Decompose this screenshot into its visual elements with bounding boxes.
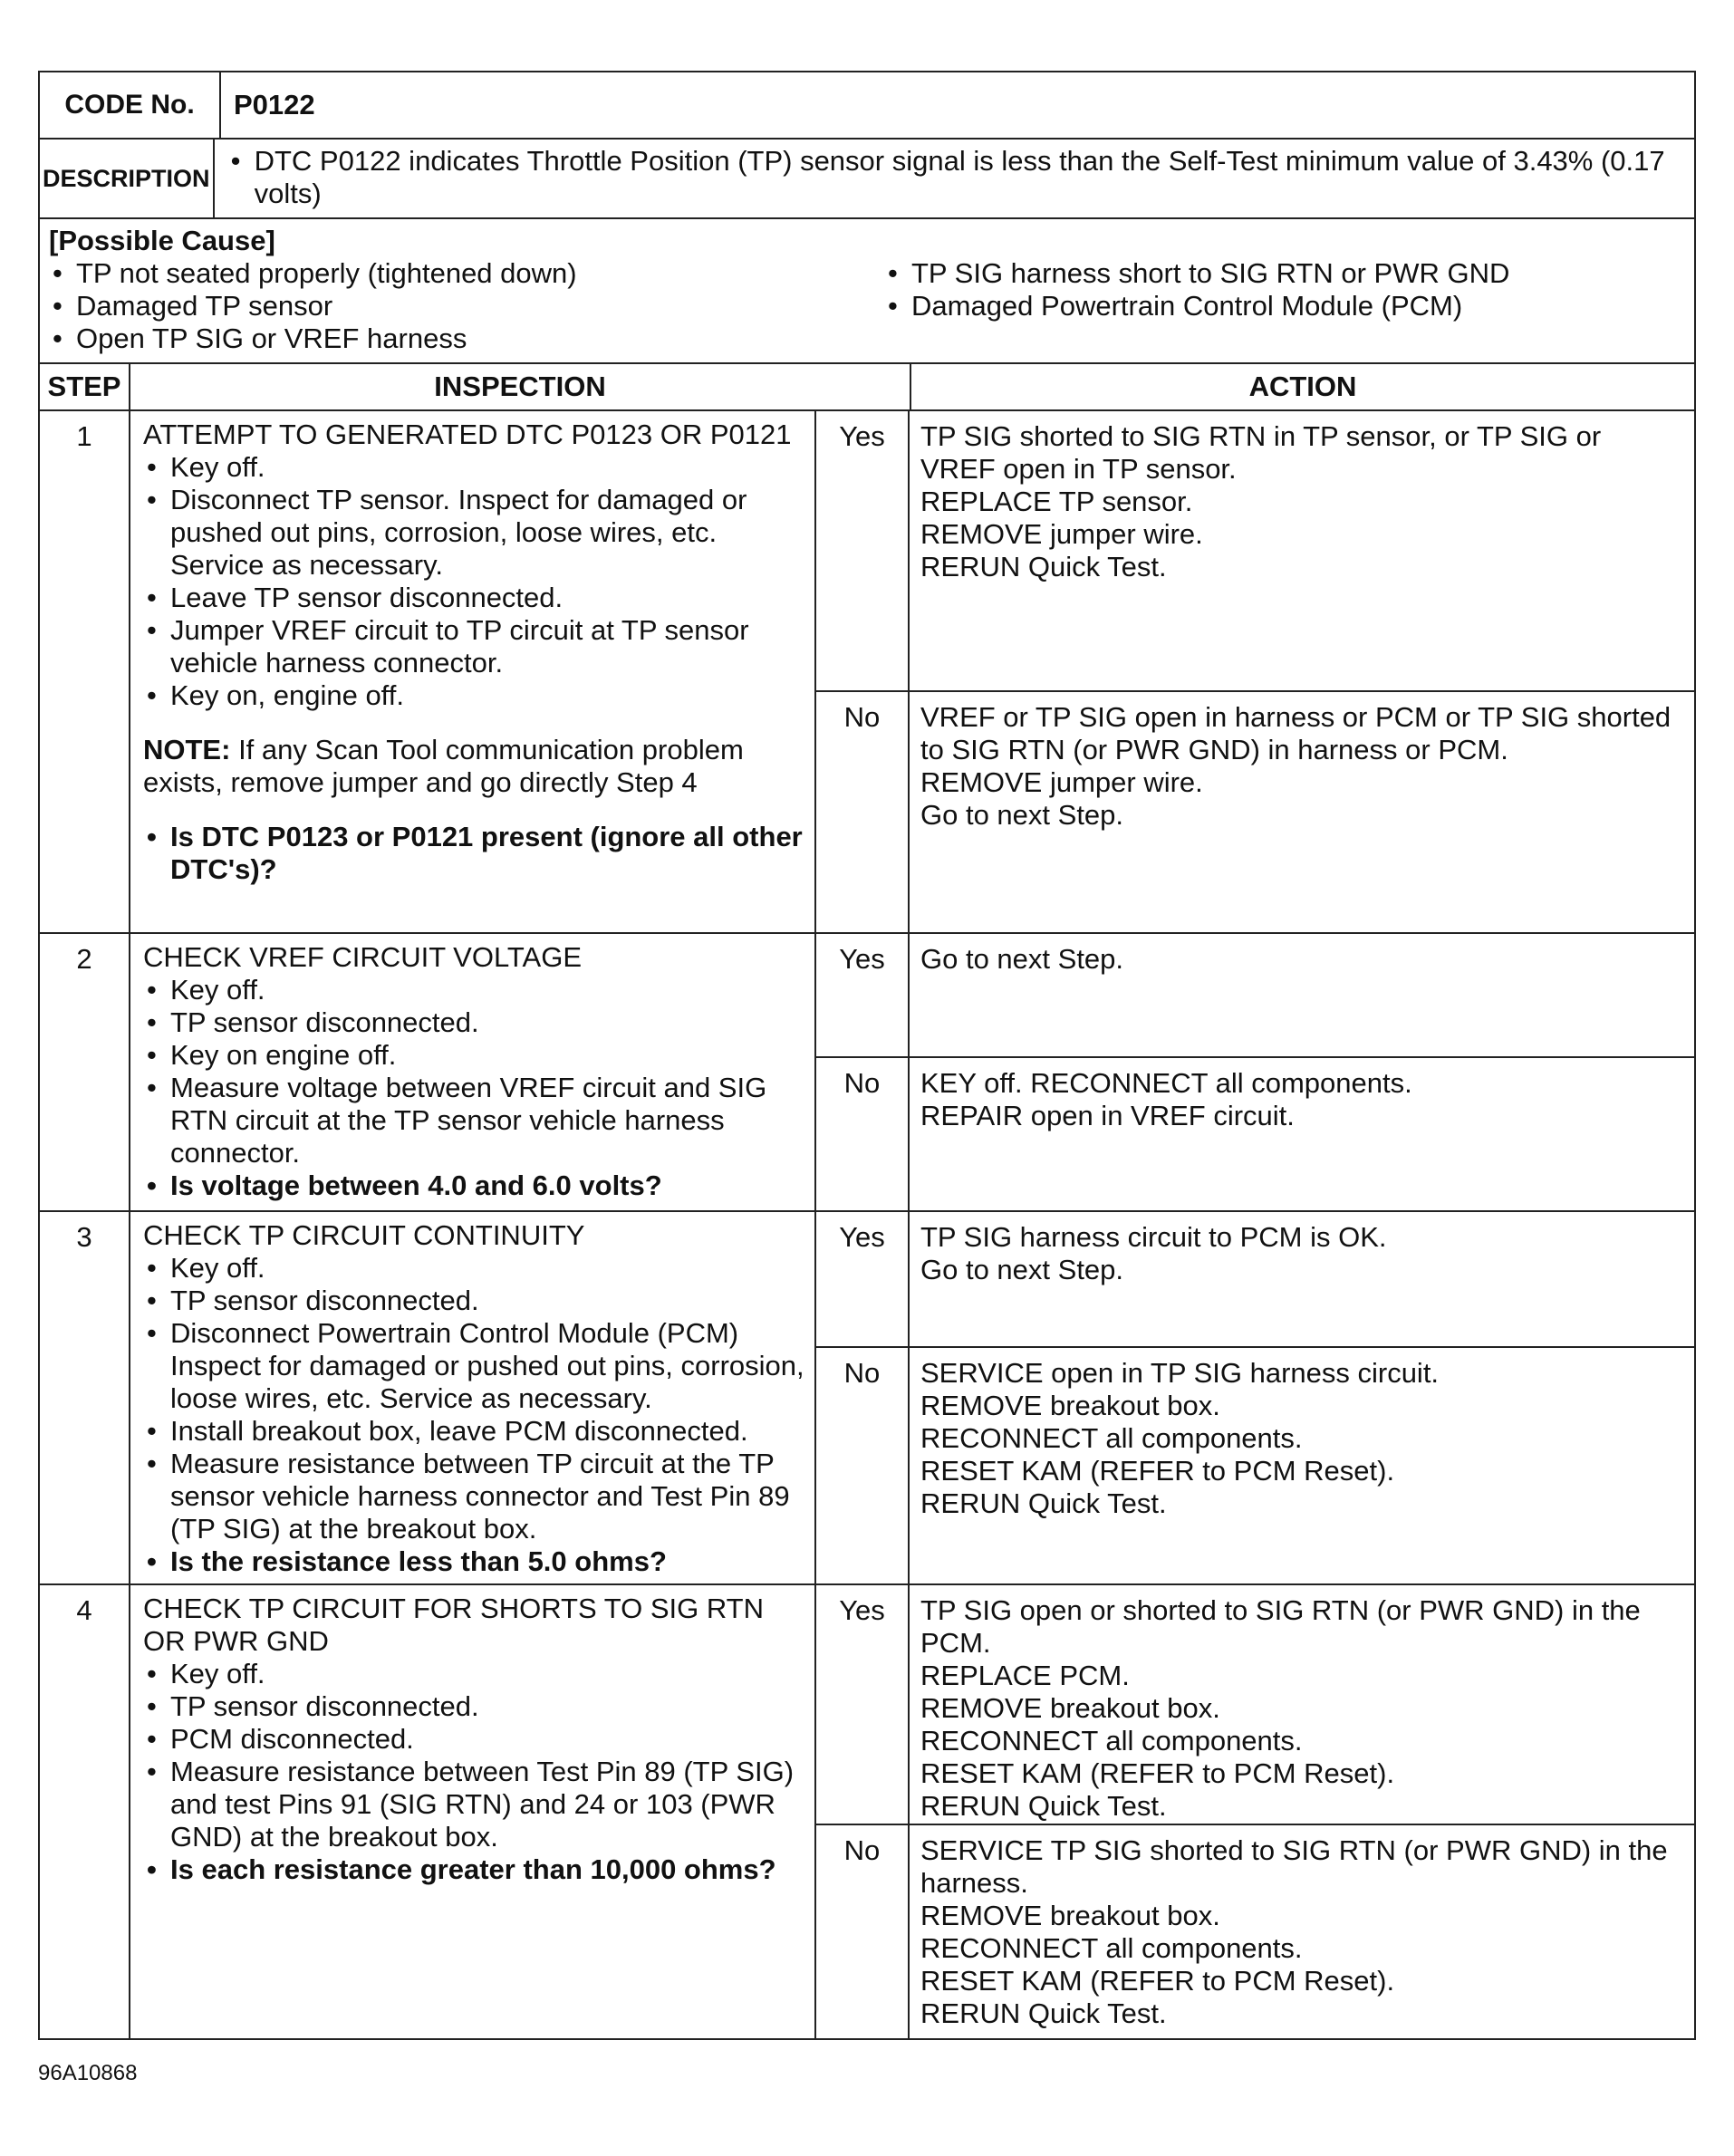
result-cells: [816, 934, 1694, 1210]
yes-label: Yes: [816, 411, 910, 690]
yes-action: [910, 411, 1694, 690]
inspection-item: • Measure resistance between Test Pin 89 (TP SIG) and test Pins 91 (SIG RTN) and 24 or 103 (PWR GND) at the breakout box.: [143, 1756, 805, 1853]
inspection-item: • Key off.: [143, 974, 805, 1006]
action-line: REMOVE breakout box.: [920, 1390, 1220, 1421]
action-line: TP SIG open or shorted to SIG RTN (or PWR GND) in the PCM.: [920, 1594, 1641, 1659]
header-action: ACTION: [1248, 371, 1357, 402]
action-line: REMOVE breakout box.: [920, 1692, 1220, 1724]
inspection-item: • Key on, engine off.: [143, 679, 805, 712]
question: • Is voltage between 4.0 and 6.0 volts?: [143, 1169, 805, 1202]
action-line: RERUN Quick Test.: [920, 1487, 1167, 1519]
action-line: RECONNECT all components.: [920, 1422, 1303, 1454]
question-list: [143, 1545, 805, 1578]
cause-item: • TP not seated properly (tightened down): [49, 257, 884, 290]
no-label: No: [816, 1348, 910, 1583]
step-number: 1: [40, 411, 130, 932]
inspection-cell: [130, 1585, 816, 2038]
inspection-item: • TP sensor disconnected.: [143, 1690, 805, 1723]
no-row: [816, 1058, 1694, 1210]
code-value: P0122: [234, 89, 315, 120]
yes-action: [910, 1585, 1694, 1824]
yes-label: Yes: [816, 1212, 910, 1346]
action-line: REPLACE TP sensor.: [920, 486, 1193, 517]
no-label: No: [816, 1058, 910, 1210]
action-line: RERUN Quick Test.: [920, 551, 1167, 582]
inspection-cell: [130, 411, 816, 932]
causes-left-list: [49, 257, 884, 355]
note-text: If any Scan Tool communication problem exists, remove jumper and go directly Step 4: [143, 734, 744, 798]
inspection-list: [143, 451, 805, 712]
yes-row: [816, 934, 1694, 1058]
table-header: [38, 364, 1696, 411]
yes-row: [816, 1585, 1694, 1825]
cause-item: • Open TP SIG or VREF harness: [49, 322, 884, 355]
inspection-list: [143, 974, 805, 1169]
action-line: Go to next Step.: [920, 1254, 1124, 1285]
no-action: [910, 1825, 1694, 2039]
inspection-cell: [130, 934, 816, 1210]
possible-cause: [38, 219, 1696, 364]
action-line: Go to next Step.: [920, 943, 1124, 975]
cause-item: • TP SIG harness short to SIG RTN or PWR GND: [884, 257, 1509, 290]
inspection-item: • Key off.: [143, 1658, 805, 1690]
yes-row: [816, 411, 1694, 692]
action-line: REMOVE jumper wire.: [920, 766, 1203, 798]
inspection-item: • TP sensor disconnected.: [143, 1285, 805, 1317]
figure-id: 96A10868: [38, 2061, 138, 2085]
header-inspection: INSPECTION: [130, 364, 911, 409]
cause-item: • Damaged TP sensor: [49, 290, 884, 322]
inspection-item: • TP sensor disconnected.: [143, 1006, 805, 1039]
result-cells: [816, 1585, 1694, 2038]
inspection-list: [143, 1658, 805, 1853]
action-line: SERVICE TP SIG shorted to SIG RTN (or PWR GND) in the harness.: [920, 1834, 1668, 1899]
steps-container: [38, 411, 1696, 2040]
no-row: [816, 1825, 1694, 2039]
action-line: RERUN Quick Test.: [920, 1997, 1167, 2029]
no-row: [816, 692, 1694, 932]
inspection-item: • Key off.: [143, 1252, 805, 1285]
yes-label: Yes: [816, 934, 910, 1056]
inspection-list: [143, 1252, 805, 1545]
inspection-item: • Jumper VREF circuit to TP circuit at TP sensor vehicle harness connector.: [143, 614, 805, 679]
diagnostic-table: [38, 71, 1696, 2040]
inspection-item: • Install breakout box, leave PCM disconnected.: [143, 1415, 805, 1448]
question: • Is each resistance greater than 10,000 ohms?: [143, 1853, 805, 1886]
action-line: REPLACE PCM.: [920, 1660, 1130, 1691]
description-text: • DTC P0122 indicates Throttle Position (TP) sensor signal is less than the Self-Test minimum value of 3.43% (0.17 volts): [227, 145, 1683, 210]
inspection-cell: [130, 1212, 816, 1583]
description-label: DESCRIPTION: [40, 140, 215, 217]
action-line: SERVICE open in TP SIG harness circuit.: [920, 1357, 1440, 1389]
action-line: RESET KAM (REFER to PCM Reset).: [920, 1455, 1395, 1487]
action-line: RECONNECT all components.: [920, 1725, 1303, 1757]
step-number: 3: [40, 1212, 130, 1583]
action-line: REPAIR open in VREF circuit.: [920, 1100, 1295, 1131]
action-line: RESET KAM (REFER to PCM Reset).: [920, 1757, 1395, 1789]
no-action: [910, 1348, 1694, 1583]
action-line: REMOVE breakout box.: [920, 1900, 1220, 1931]
yes-label: Yes: [816, 1585, 910, 1824]
action-line: VREF or TP SIG open in harness or PCM or TP SIG shorted to SIG RTN (or PWR GND) in harness or PCM.: [920, 701, 1671, 765]
description-cell: [215, 140, 1694, 217]
question-list: [143, 821, 805, 886]
inspection-item: • Disconnect TP sensor. Inspect for damaged or pushed out pins, corrosion, loose wires, etc. Service as necessary.: [143, 484, 805, 582]
action-line: RECONNECT all components.: [920, 1932, 1303, 1964]
step-row: [38, 1212, 1696, 1585]
possible-cause-title: [Possible Cause]: [49, 225, 275, 256]
step-title: CHECK VREF CIRCUIT VOLTAGE: [143, 941, 583, 973]
step-row: [38, 934, 1696, 1212]
action-line: RESET KAM (REFER to PCM Reset).: [920, 1965, 1395, 1997]
step-title: ATTEMPT TO GENERATED DTC P0123 OR P0121: [143, 419, 792, 450]
no-label: No: [816, 692, 910, 932]
code-row: [38, 71, 1696, 140]
note: [143, 734, 805, 799]
yes-action: [910, 1212, 1694, 1346]
inspection-item: • Disconnect Powertrain Control Module (PCM) Inspect for damaged or pushed out pins, corrosion, loose wires, etc. Service as necessary.: [143, 1317, 805, 1415]
step-number: 4: [40, 1585, 130, 2038]
action-line: KEY off. RECONNECT all components.: [920, 1067, 1412, 1099]
code-label: CODE No.: [40, 72, 221, 138]
inspection-item: • Leave TP sensor disconnected.: [143, 582, 805, 614]
description-row: [38, 140, 1696, 219]
inspection-item: • Measure resistance between TP circuit at the TP sensor vehicle harness connector and Test Pin 89 (TP SIG) at the breakout box.: [143, 1448, 805, 1545]
result-cells: [816, 411, 1694, 932]
inspection-item: • Measure voltage between VREF circuit and SIG RTN circuit at the TP sensor vehicle harness connector.: [143, 1072, 805, 1169]
question-list: [143, 1169, 805, 1202]
no-action: [910, 1058, 1694, 1210]
inspection-item: • Key on engine off.: [143, 1039, 805, 1072]
action-line: TP SIG harness circuit to PCM is OK.: [920, 1221, 1387, 1253]
action-line: Go to next Step.: [920, 799, 1124, 831]
question-list: [143, 1853, 805, 1886]
cause-item: • Damaged Powertrain Control Module (PCM): [884, 290, 1509, 322]
step-row: [38, 411, 1696, 934]
yes-row: [816, 1212, 1694, 1348]
no-row: [816, 1348, 1694, 1583]
action-line: TP SIG shorted to SIG RTN in TP sensor, or TP SIG or VREF open in TP sensor.: [920, 420, 1602, 485]
result-cells: [816, 1212, 1694, 1583]
inspection-item: • Key off.: [143, 451, 805, 484]
question: • Is the resistance less than 5.0 ohms?: [143, 1545, 805, 1578]
no-label: No: [816, 1825, 910, 2039]
inspection-item: • PCM disconnected.: [143, 1723, 805, 1756]
yes-action: [910, 934, 1694, 1056]
causes-right-list: [884, 257, 1509, 355]
step-row: [38, 1585, 1696, 2040]
header-step: STEP: [40, 364, 130, 409]
step-title: CHECK TP CIRCUIT FOR SHORTS TO SIG RTN OR PWR GND: [143, 1593, 764, 1657]
action-line: RERUN Quick Test.: [920, 1790, 1167, 1822]
question: • Is DTC P0123 or P0121 present (ignore all other DTC's)?: [143, 821, 805, 886]
note-label: NOTE:: [143, 734, 231, 765]
action-line: REMOVE jumper wire.: [920, 518, 1203, 550]
step-number: 2: [40, 934, 130, 1210]
step-title: CHECK TP CIRCUIT CONTINUITY: [143, 1219, 585, 1251]
no-action: [910, 692, 1694, 932]
